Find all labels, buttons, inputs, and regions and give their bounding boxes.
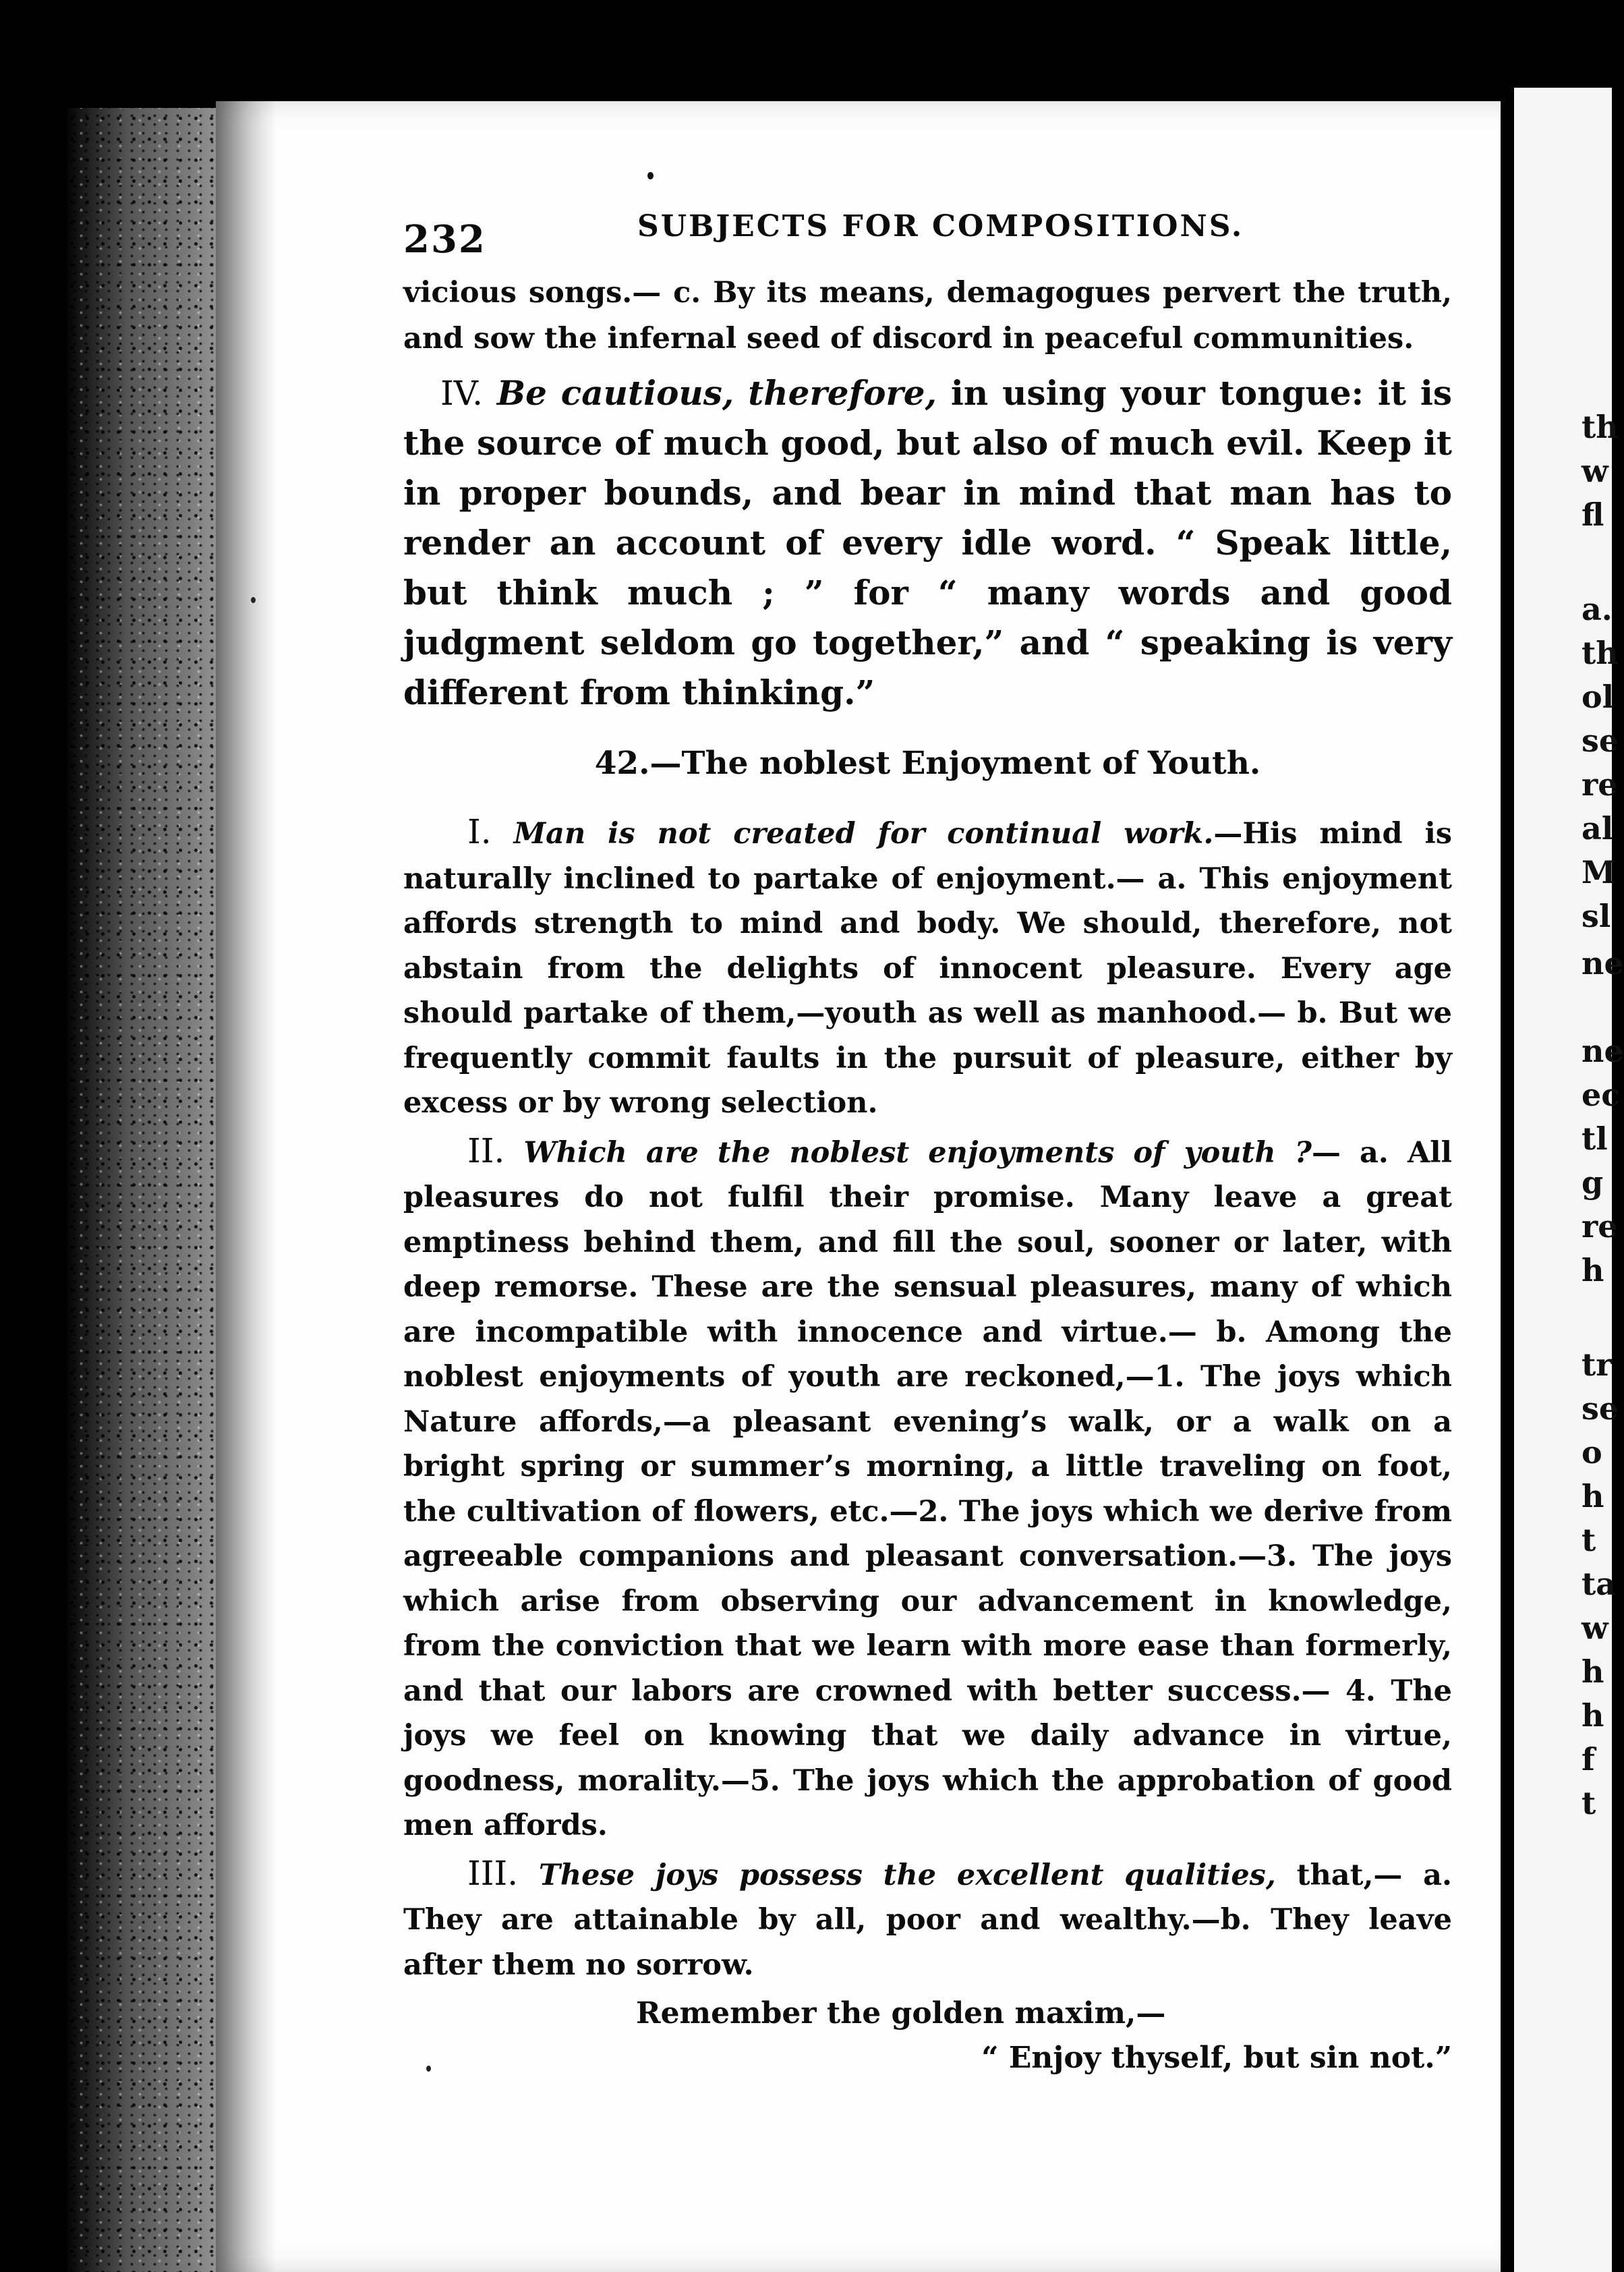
- section-lead: Be cautious, therefore,: [496, 373, 937, 413]
- printing-mark: [251, 597, 256, 603]
- right-page-fragment: se: [1582, 1390, 1619, 1427]
- section-lead: Which are the noblest enjoyments of youth ?: [523, 1135, 1312, 1170]
- right-page-fragment: f: [1582, 1741, 1595, 1778]
- maxim-quote: “ Enjoy thyself, but sin not.”: [981, 2041, 1452, 2075]
- section-lead: Man is not created for continual work.: [513, 817, 1214, 851]
- section-iii-paragraph: [403, 1851, 1452, 1988]
- right-page-fragment: h: [1582, 1478, 1604, 1514]
- printing-mark: [426, 2066, 431, 2072]
- right-page-fragment: o: [1582, 1434, 1602, 1471]
- section-i-paragraph: [403, 810, 1452, 1126]
- right-page-fragment: al: [1582, 810, 1614, 847]
- chapter-heading: 42.—The noblest Enjoyment of Youth.: [594, 745, 1261, 782]
- right-page-fragment: tl: [1582, 1120, 1608, 1157]
- section-numeral: III.: [467, 1853, 519, 1893]
- right-page-fragment: w: [1582, 1610, 1608, 1646]
- section-lead: These joys possess the excellent qualities,: [538, 1858, 1276, 1892]
- page-text-block: [403, 270, 1452, 2080]
- right-page-fragment: ec: [1582, 1077, 1621, 1113]
- right-page-fragment: tr: [1582, 1346, 1613, 1383]
- right-page-fragment: t: [1582, 1785, 1596, 1821]
- right-page-fragment: re: [1582, 766, 1618, 803]
- printing-mark: [647, 172, 654, 179]
- right-page-fragment: th: [1582, 635, 1619, 671]
- running-head: SUBJECTS FOR COMPOSITIONS.: [637, 209, 1244, 244]
- right-page-fragment: se: [1582, 722, 1619, 759]
- right-page-fragment: ta: [1582, 1566, 1617, 1602]
- right-page-fragment: th: [1582, 409, 1619, 445]
- right-page-fragment: M: [1582, 854, 1616, 890]
- page-gutter-shadow: [216, 101, 277, 2272]
- section-body: — a. All pleasures do not fulfil their promise. Many leave a great emptiness behind them, and fill the soul, sooner or later, with deep remorse. These are the sensual pleasures, many of which are incompatible with innocence and virtue.— b. Among the noblest enjoyments of youth are reckoned,—1. The joys which Nature affords,—a pleasant evening’s walk, or a walk on a bright spring or summer’s morning, a little traveling on foot, the cultivation of flowers, etc.—2. The joys which we derive from agreeable companions and pleasant conversation.—3. The joys which arise from observing our advancement in knowledge, from the conviction that we learn with more ease than formerly, and that our labors are crowned with better success.— 4. The joys we feel on knowing that we daily advance in virtue, goodness, morality.—5. The joys which the approbation of good men affords.: [403, 1135, 1452, 1842]
- right-page-fragment: ol: [1582, 679, 1615, 715]
- right-page-fragment: re: [1582, 1208, 1618, 1245]
- section-body: in using your tongue: it is the source of much good, but also of much evil. Keep it in proper bounds, and bear in mind that man has to render an account of every idle word. “ Speak little, but think much ; ” for “ many words and good judgment seldom go together,” and “ speaking is very different from thinking.”: [403, 373, 1452, 712]
- right-page-fragment: t: [1582, 1522, 1596, 1558]
- right-page-fragment: g: [1582, 1164, 1604, 1201]
- right-page-fragment: h: [1582, 1252, 1604, 1288]
- section-body: —His mind is naturally inclined to partake of enjoyment.— a. This enjoyment affords strength to mind and body. We should, therefore, not abstain from the delights of innocent pleasure. Every age should partake of them,—youth as well as manhood.— b. But we frequently commit faults in the pursuit of pleasure, either by excess or by wrong selection.: [403, 817, 1452, 1120]
- section-iv-continuation: vicious songs.— c. By its means, demagogues pervert the truth, and sow the infernal seed of discord in peaceful communities.: [403, 276, 1452, 356]
- section-ii-paragraph: [403, 1129, 1452, 1848]
- page-number: 232: [403, 217, 486, 262]
- right-page-fragment: ne: [1582, 1033, 1624, 1069]
- right-page-fragment: ne: [1582, 945, 1624, 982]
- section-iv-paragraph: [403, 368, 1452, 718]
- right-page-fragment: sl: [1582, 898, 1611, 934]
- section-numeral: IV.: [440, 374, 484, 413]
- right-page-fragment: w: [1582, 453, 1608, 489]
- right-page-fragment: a.: [1582, 591, 1613, 627]
- right-page-fragment: h: [1582, 1697, 1604, 1734]
- maxim-intro: Remember the golden maxim,—: [636, 1996, 1166, 2030]
- right-page-fragment: h: [1582, 1653, 1604, 1690]
- section-body: that,— a. They are attainable by all, poor and wealthy.—b. They leave after them no sorrow.: [403, 1858, 1452, 1982]
- section-numeral: I.: [467, 812, 492, 851]
- right-page-fragment: fl: [1582, 496, 1604, 533]
- section-numeral: II.: [467, 1131, 505, 1170]
